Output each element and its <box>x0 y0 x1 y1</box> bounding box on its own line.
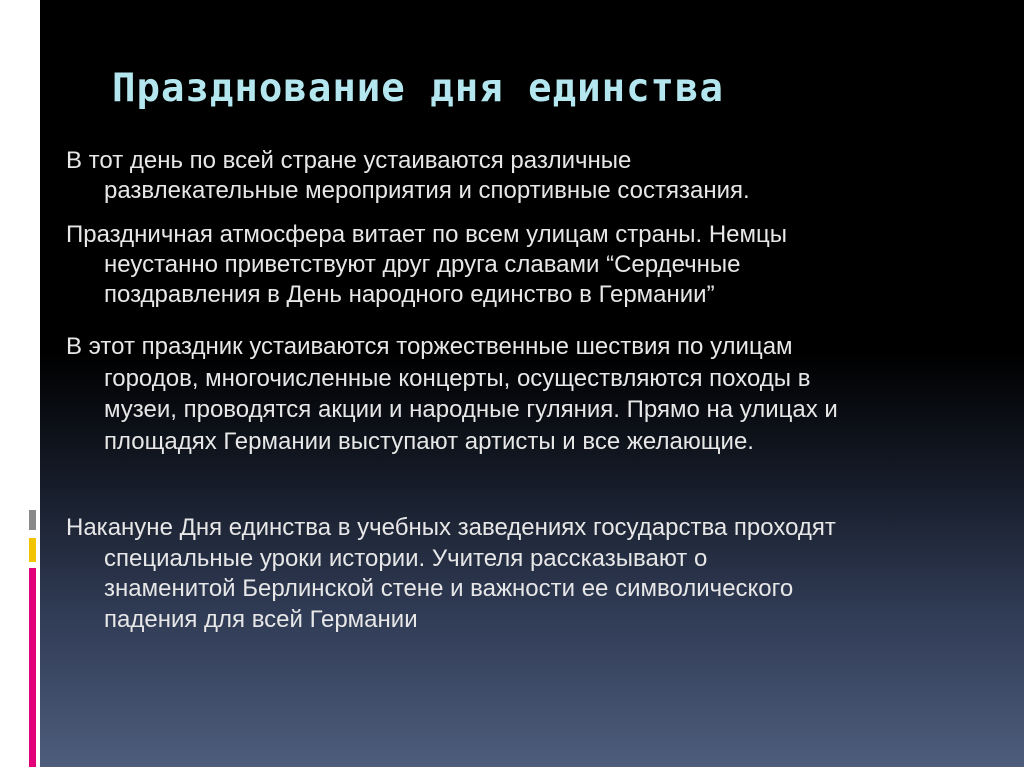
slide-title: Празднование дня единства <box>112 66 724 111</box>
accent-bar-magenta <box>29 568 36 767</box>
accent-bar-gray <box>29 510 36 530</box>
paragraph-3: В этот праздник устаиваются торжественные шествия по улицам городов, многочисленные концерты, осуществляются походы в музеи, проводятся акции и народные гуляния. Прямо на улицах и площадях Германии выступают артисты и все желающие. <box>66 333 838 455</box>
paragraph-4: Накануне Дня единства в учебных заведениях государства проходят специальные уроки истории. Учителя рассказывают о знаменитой Берлинской стене и важности ее символического падения для всей Германии <box>66 514 836 633</box>
paragraph-2: Праздничная атмосфера витает по всем улицам страны. Немцы неустанно приветствуют друг друга славами “Сердечные поздравления в День народного единство в Германии” <box>66 221 787 308</box>
accent-bar-yellow <box>29 538 36 562</box>
paragraph-1: В тот день по всей стране устаиваются различные развлекательные мероприятия и спортивные состязания. <box>66 147 750 204</box>
